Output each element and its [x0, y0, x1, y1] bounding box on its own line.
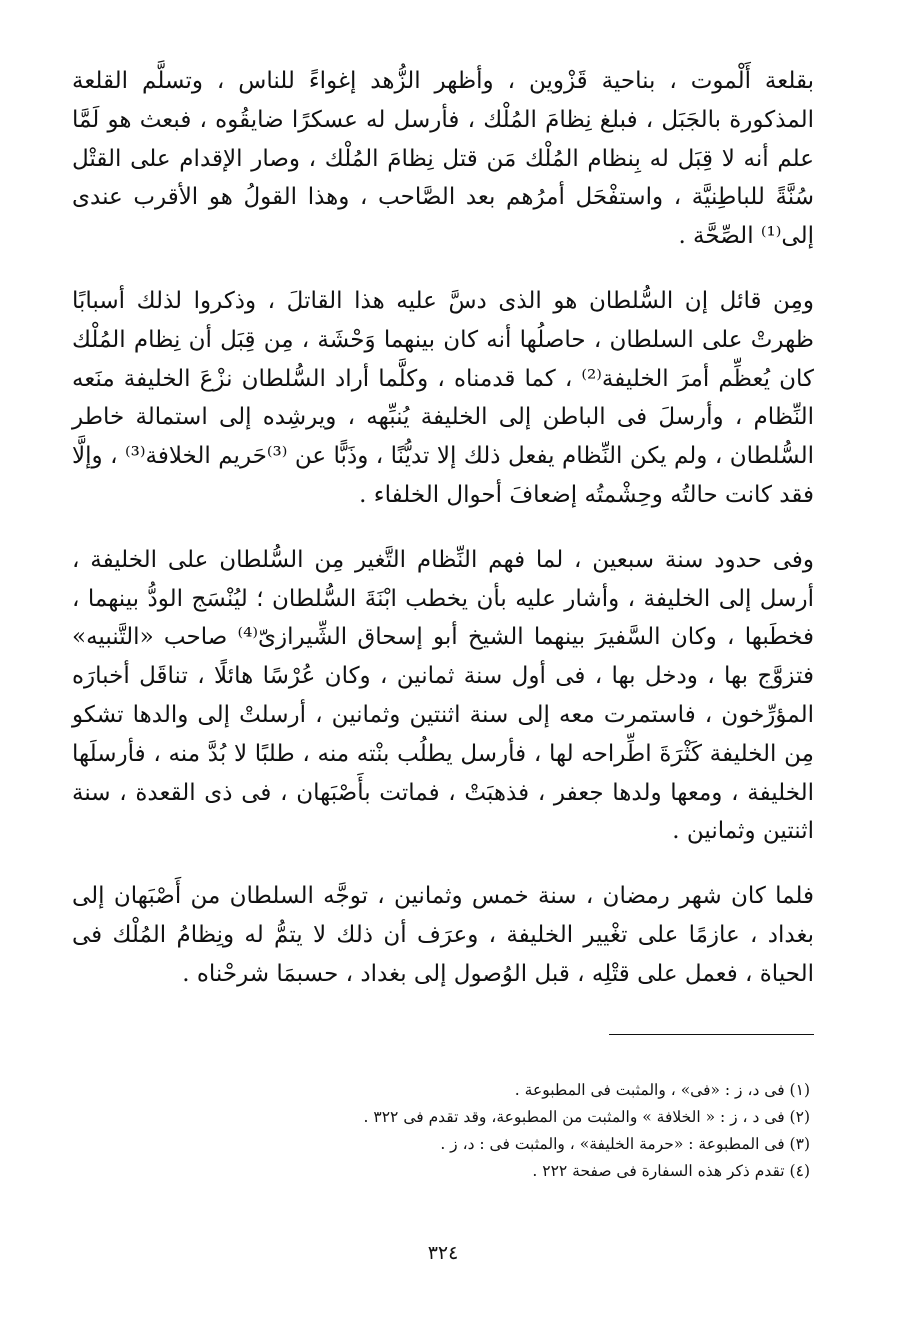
main-text: [72, 62, 814, 994]
footnote-3: (٣) فى المطبوعة : «حرمة الخليفة» ، والمثبت فى : د، ز .: [440, 1135, 810, 1153]
footnote-2: (٢) فى د ، ز : « الخلافة » والمثبت من المطبوعة، وقد تقدم فى ٣٢٢ .: [363, 1108, 810, 1126]
paragraph-1: بقلعة أَلْموت ، بناحية قَزْوين ، وأظهر الزُّهد إغواءً للناس ، وتسلَّم القلعة المذكورة بالجَبَل ، فبلغ نِظامَ المُلْك ، فأرسل له عسكرًا ضايقُوه ، فبعث هو لَمَّا علم أنه لا قِبَل له بِنظام المُلْك مَن قتل نِظامَ المُلْك ، وصار الإقدام على القتْل سُنَّةً للباطِنيَّة ، واستفْحَل أمرُهم بعد الصَّاحب ، وهذا القولُ هو الأقرب عندى إلى⁽¹⁾ الصِّحَّة .: [72, 68, 814, 250]
page-number: ٣٢٤: [427, 1242, 459, 1264]
book-page: [72, 62, 814, 1292]
footnote-4: (٤) تقدم ذكر هذه السفارة فى صفحة ٢٢٢ .: [532, 1162, 810, 1180]
paragraph-2: ومِن قائل إن السُّلطان هو الذى دسَّ عليه هذا القاتلَ ، وذكروا لذلك أسبابًا ظهرتْ على السلطان ، حاصلُها أنه كان بينهما وَحْشَة ، مِن قِبَل أن نِظام المُلْك كان يُعظِّم أمرَ الخليفة⁽²⁾ ، كما قدمناه ، وكلَّما أراد السُّلطان نزْعَ الخليفة منَعه النِّظام ، وأرسلَ فى الباطن إلى الخليفة يُنبِّهه ، ويرشِده إلى استمالة خاطر السُّلطان ، ولم يكن النِّظام يفعل ذلك إلا تديُّنًا ، وذَبًّا عن ⁽³⁾حَريم الخلافة⁽³⁾ ، وإلَّا فقد كانت حالتُه وحِشْمتُه إضعافَ أحوال الخلفاء .: [72, 287, 814, 508]
footnote-1: (١) فى د، ز : «فى» ، والمثبت فى المطبوعة .: [514, 1081, 810, 1099]
footnote-separator: [609, 1034, 814, 1035]
paragraph-3: وفى حدود سنة سبعين ، لما فهم النِّظام التَّغير مِن السُّلطان على الخليفة ، أرسل إلى الخليفة ، وأشار عليه بأن يخطب ابْنَةَ السُّلطان ؛ ليُنْسَج الودُّ بينهما ، فخطَبها ، وكان السَّفيرَ بينهما الشيخ أبو إسحاق الشِّيرازىّ⁽⁴⁾ صاحب «التَّنبيه» فتزوَّج بها ، ودخل بها ، فى أول سنة ثمانين ، وكان عُرْسًا هائلًا ، تناقَل أخبارَه المؤرِّخون ، فاستمرت معه إلى سنة اثنتين وثمانين ، أرسلتْ إلى والدها تشكو مِن الخليفة كَثْرَةَ اطِّراحه لها ، فأرسل يطلُب بنْته منه ، طلبًا لا بُدَّ منه ، فأرسلَها الخليفة ، ومعها ولدها جعفر ، فذهبَتْ ، فماتت بأَصْبَهان ، فى ذى القعدة ، سنة اثنتين وثمانين .: [72, 546, 814, 845]
footnotes: [90, 1077, 810, 1185]
paragraph-4: فلما كان شهر رمضان ، سنة خمس وثمانين ، توجَّه السلطان من أَصْبَهان إلى بغداد ، عازمًا على تغْيير الخليفة ، وعرَف أن ذلك لا يتمُّ له ونِظامُ المُلْك فى الحياة ، فعمل على قتْلِه ، قبل الوُصول إلى بغداد ، حسبمَا شرحْناه .: [72, 883, 814, 987]
